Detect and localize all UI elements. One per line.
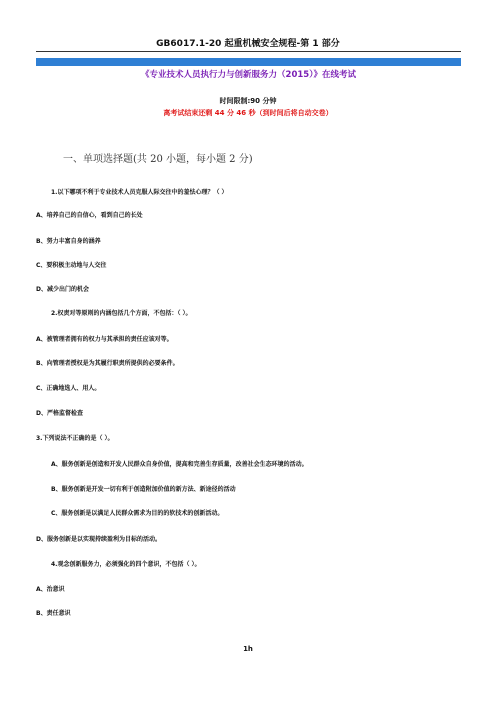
question-stem: 2.权责对等原则的内涵包括几个方面，不包括：（ ）。 [51,310,192,317]
option-3d[interactable]: D、服务创新是以实现持续盈利为目标的活动。 [36,536,161,543]
option-1d[interactable]: D、减少出门的机会 [36,286,89,293]
option-2b[interactable]: B、向管理者授权是为其履行职责所提供的必要条件。 [36,360,179,367]
question-stem: 1.以下哪项不利于专业技术人员克服人际交往中的羞怯心理？（ ） [51,189,228,196]
option-1b[interactable]: B、努力丰富自身的涵养 [36,238,101,245]
option-3c[interactable]: C、服务创新是以满足人民群众需求为目的的软技术的创新活动。 [51,510,224,517]
question-stem: 4.观念创新服务力，必须强化的四个意识，不包括（ ）。 [51,561,201,568]
option-1c[interactable]: C、要积极主动地与人交往 [36,262,107,269]
option-4b[interactable]: B、责任意识 [36,610,71,617]
exam-title: 《专业技术人员执行力与创新服务力（2015）》在线考试 [141,70,356,80]
option-1a[interactable]: A、培养自己的自信心，看到自己的长处 [36,212,143,219]
option-3b[interactable]: B、服务创新是开发一切有利于创造附加价值的新方法、新途径的活动 [51,486,236,493]
option-2a[interactable]: A、被管理者拥有的权力与其承担的责任应该对等。 [36,336,173,343]
option-2c[interactable]: C、正确地选人、用人。 [36,385,101,392]
option-2d[interactable]: D、严格监督检查 [36,410,83,417]
question-stem: 3.下列说法不正确的是（ ）。 [36,435,114,442]
blue-accent-bar [36,58,461,66]
time-limit-text: 时间限制:90 分钟 [219,97,277,105]
countdown-text: 离考试结束还剩 44 分 46 秒（到时间后将自动交卷） [163,109,333,117]
page-number: 1h [243,645,253,653]
option-4a[interactable]: A、治意识 [36,586,65,593]
option-3a[interactable]: A、服务创新是创造和开发人民群众自身价值，提高和完善生存质量，改善社会生态环境的活动。 [51,461,308,468]
document-header-title: GB6017.1-20 起重机械安全规程-第 1 部分 [156,39,340,49]
header-divider [36,51,461,52]
section-heading: 一、单项选择题(共 20 小题，每小题 2 分) [63,154,253,165]
